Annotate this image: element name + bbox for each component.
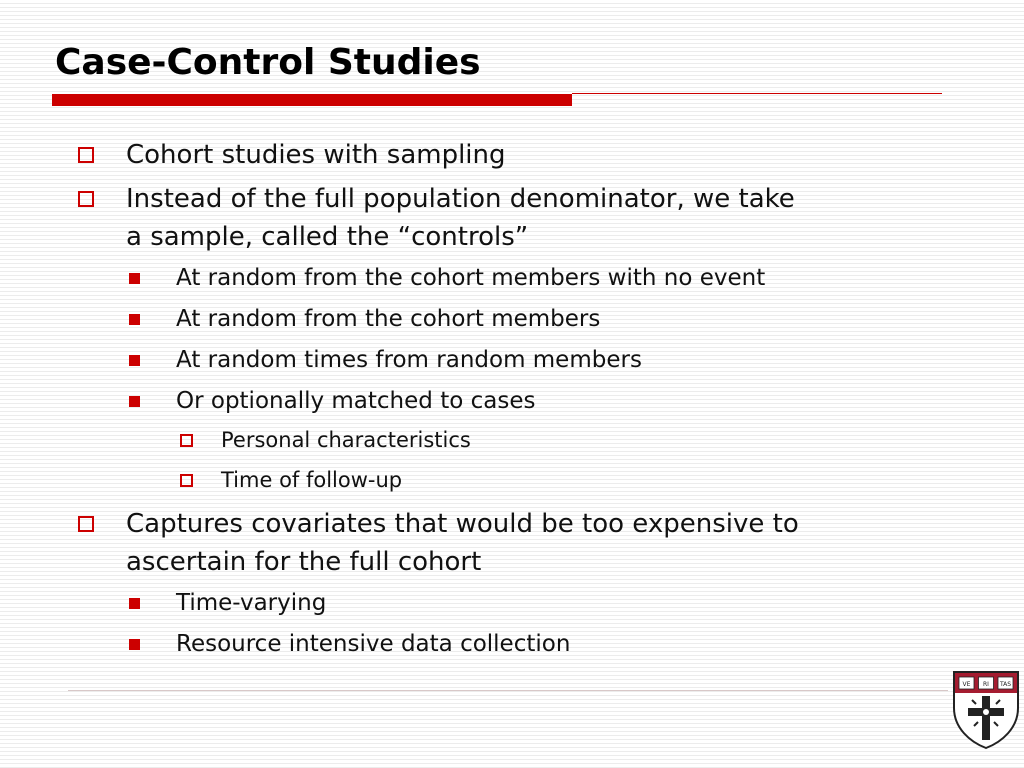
filled-square-bullet-icon — [129, 639, 140, 650]
bullet-text: At random times from random members — [176, 347, 642, 373]
filled-square-bullet-icon — [129, 598, 140, 609]
bullet-text: Personal characteristics — [221, 428, 471, 452]
filled-square-bullet-icon — [129, 273, 140, 284]
svg-text:RI: RI — [983, 681, 989, 688]
bullet-text: Instead of the full population denominator, we take — [126, 184, 795, 214]
bullet-text: Resource intensive data collection — [176, 631, 571, 657]
filled-square-bullet-icon — [129, 314, 140, 325]
bullet-text: a sample, called the “controls” — [126, 222, 529, 252]
slide-title: Case-Control Studies — [55, 42, 481, 83]
bullet-text: Or optionally matched to cases — [176, 388, 536, 414]
hollow-square-bullet-icon — [78, 147, 94, 163]
bullet-text: ascertain for the full cohort — [126, 547, 482, 577]
filled-square-bullet-icon — [129, 396, 140, 407]
bullet-text: Time of follow-up — [221, 468, 403, 492]
harvard-shield-logo — [952, 670, 1020, 750]
footer-rule — [68, 690, 948, 691]
bullet-text: Captures covariates that would be too expensive to — [126, 509, 799, 539]
hollow-square-bullet-icon — [180, 434, 193, 447]
filled-square-bullet-icon — [129, 355, 140, 366]
hollow-square-bullet-icon — [78, 516, 94, 532]
bullet-text: At random from the cohort members with no event — [176, 265, 766, 291]
bullet-text: Time-varying — [176, 590, 327, 616]
svg-text:TAS: TAS — [999, 681, 1012, 688]
shield-icon — [952, 670, 1020, 750]
bullet-text: Cohort studies with sampling — [126, 140, 506, 170]
svg-text:VE: VE — [962, 681, 971, 688]
bullet-text: At random from the cohort members — [176, 306, 601, 332]
hollow-square-bullet-icon — [180, 474, 193, 487]
hollow-square-bullet-icon — [78, 191, 94, 207]
